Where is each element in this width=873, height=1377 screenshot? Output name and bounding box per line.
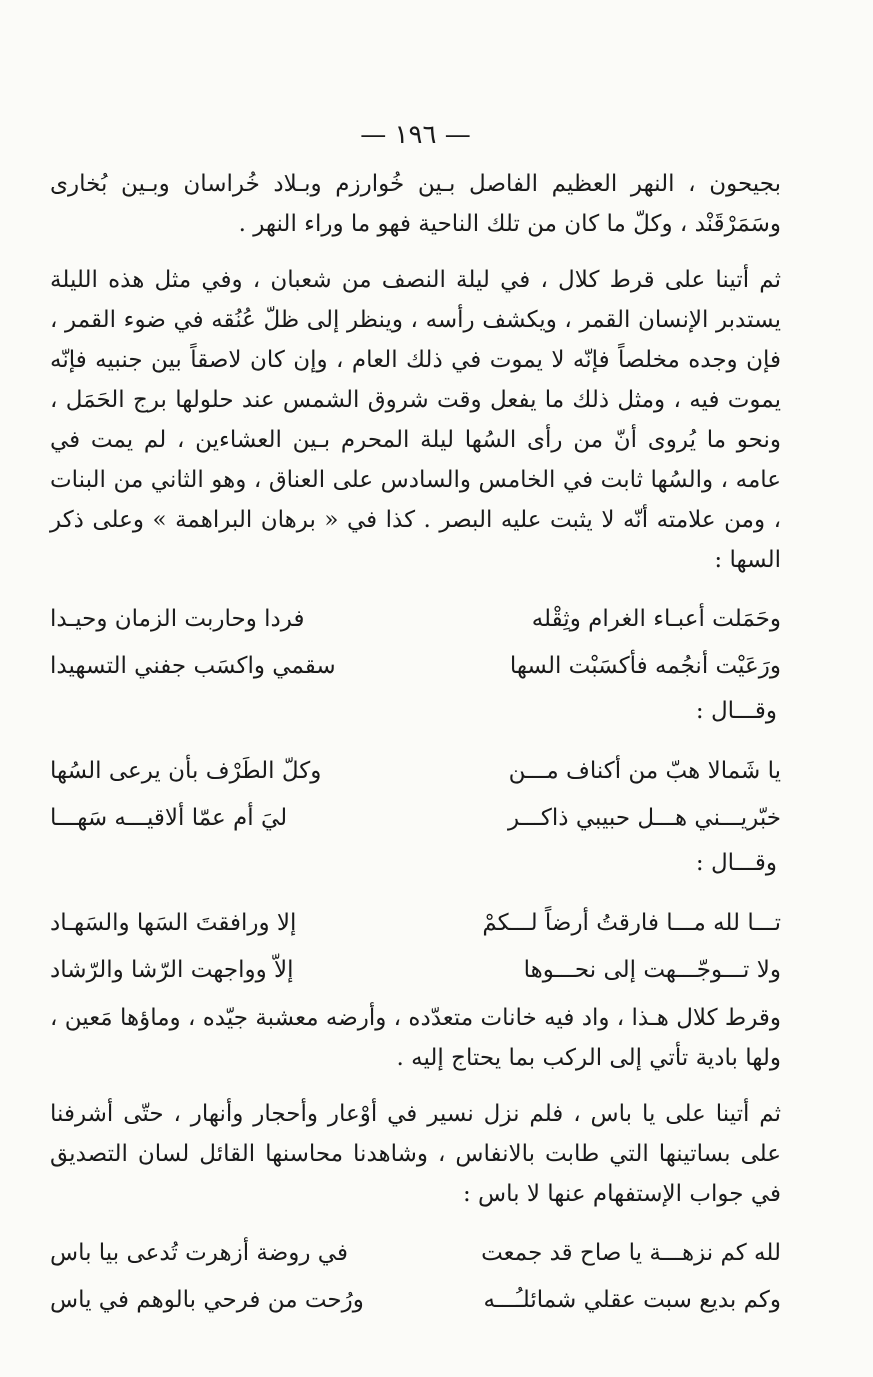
verse-line — [50, 947, 781, 994]
verse-line — [50, 596, 781, 643]
verse-first-half: ولا تـــوجّـــهت إلى نحـــوها — [523, 957, 781, 983]
paragraph-yabas: ثم أتينا على يا باس ، فلم نزل نسير في أوْعار وأحجار وأنهار ، حتّى أشرفنا على بساتينها التي طابت بالانفاس ، وشاهدنا محاسنها القائل لسان التصديق في جواب الإستفهام عنها لا باس : — [50, 1101, 781, 1207]
page-number: — ١٩٦ — — [360, 120, 471, 150]
verse-second-half: إلاّ وواجهت الرّشا والرّشاد — [50, 957, 294, 983]
verse-line — [50, 1277, 781, 1324]
verse-first-half: تـــا لله مـــا فارقتُ أرضاً لـــكمْ — [482, 910, 781, 936]
verse-first-half: وحَمَلت أعبـاء الغرام وثِقْله — [531, 606, 781, 632]
verse-line — [50, 643, 781, 690]
verse-line — [50, 1230, 781, 1277]
verse-first-half: خبّريـــني هـــل حبيبي ذاكـــر — [508, 805, 781, 831]
verse-line — [50, 900, 781, 947]
verse-second-half: في روضة أزهرت تُدعى بيا باس — [50, 1240, 348, 1266]
poem-3 — [50, 900, 781, 994]
verse-second-half: ليَ أم عمّا ألاقيـــه سَهـــا — [50, 805, 288, 831]
verse-intro: وقـــال : — [695, 850, 777, 876]
verse-second-half: فردا وحاربت الزمان وحيـدا — [50, 606, 305, 632]
verse-first-half: ورَعَيْت أنجُمه فأكسَبْت السها — [509, 653, 781, 679]
verse-second-half: إلا ورافقتَ السَها والسَهـاد — [50, 910, 297, 936]
verse-intro: وقـــال : — [695, 698, 777, 724]
verse-second-half: وكلّ الطَرْف بأن يرعى السُها — [50, 758, 322, 784]
verse-second-half: سقمي واكسَب جفني التسهيدا — [50, 653, 336, 679]
verse-first-half: وكم بديع سبت عقلي شمائلـُـــه — [483, 1287, 781, 1313]
poem-4 — [50, 1230, 781, 1324]
verse-line — [50, 795, 781, 842]
verse-first-half: لله كم نزهـــة يا صاح قد جمعت — [481, 1240, 781, 1266]
paragraph-qurt-kalal-desc: وقرط كلال هـذا ، واد فيه خانات متعدّده ، وأرضه معشبة جيّده ، وماؤها مَعين ، ولها بادية تأتي إلى الركب بما يحتاج إليه . — [50, 1005, 781, 1071]
verse-second-half: ورُحت من فرحي بالوهم في ياس — [50, 1287, 364, 1313]
paragraph-qurt-kalal: ثم أتينا على قرط كلال ، في ليلة النصف من شعبان ، وفي مثل هذه الليلة يستدبر الإنسان القمر ، ويكشف رأسه ، وينظر إلى ظلّ عُنُقه في ضوء القمر ، فإن وجده مخلصاً فإنّه لا يموت في ذلك العام ، وإن كان لاصقاً بين جنبيه فإنّه يموت فيه ، ومثل ذلك ما يفعل وقت شروق الشمس عند حلولها برج الحَمَل ، ونحو ما يُروى أنّ من رأى السُها ليلة المحرم بـين العشاءين ، لم يمت في عامه ، والسُها ثابت في الخامس والسادس على العناق ، وهو الثاني من البنات ، ومن علامته أنّه لا يثبت عليه البصر . كذا في « برهان البراهمة » وعلى ذكر السها : — [50, 267, 781, 573]
verse-line — [50, 748, 781, 795]
poem-2 — [50, 748, 781, 884]
poem-1 — [50, 596, 781, 732]
verse-first-half: يا شَمالا هبّ من أكناف مـــن — [508, 758, 781, 784]
paragraph-jayhun: بجيحون ، النهر العظيم الفاصل بـين خُوارزم وبـلاد خُراسان وبـين بُخارى وسَمَرْقَنْد ، وكلّ ما كان من تلك الناحية فهو ما وراء النهر . — [50, 171, 781, 237]
